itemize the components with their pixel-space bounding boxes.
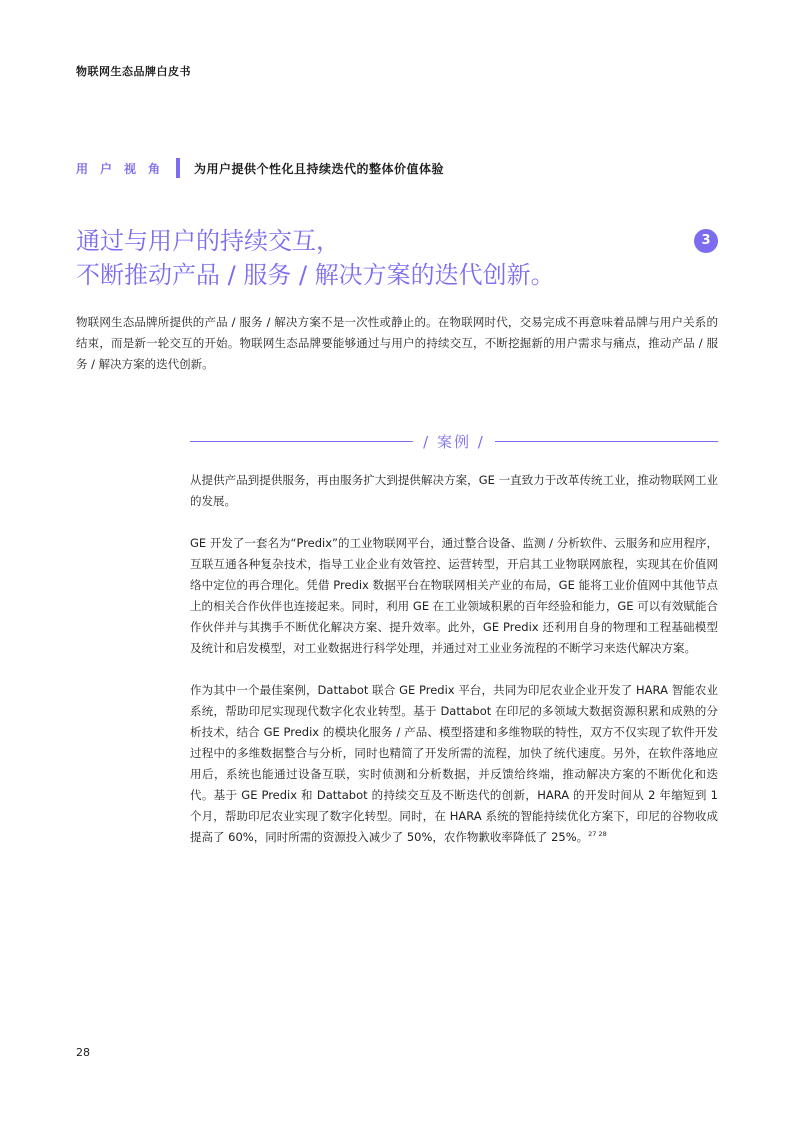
page-number: 28	[76, 1046, 90, 1059]
case-label: / 案例 /	[423, 432, 485, 451]
section-tag: 用户视角	[76, 161, 173, 176]
case-paragraph-2: GE 开发了一套名为“Predix”的工业物联网平台，通过整合设备、监测 / 分析软件、云服务和应用程序，互联互通各种复杂技术，指导工业企业有效管控、运营转型，开启其工业物联网旅程，实现其在价值网络中定位的再合理化。凭借 Predix 数据平台在物联网相关产业的布局，GE 能将工业价值网中其他节点上的相关合作伙伴也连接起来。同时，利用 GE 在工业领域积累的百年经验和能力，GE 可以有效赋能合作伙伴并与其携手不断优化解决方案、提升效率。此外，GE Predix 还利用自身的物理和工程基础模型及统计和启发模型，对工业数据进行科学处理，并通过对工业业务流程的不断学习来迭代解决方案。	[190, 536, 718, 655]
headline	[76, 224, 636, 292]
section-bar	[76, 157, 444, 179]
intro-paragraph: 物联网生态品牌所提供的产品 / 服务 / 解决方案不是一次性或静止的。在物联网时代，交易完成不再意味着品牌与用户关系的结束，而是新一轮交互的开始。物联网生态品牌要能够通过与用户的持续交互，不断挖掘新的用户需求与痛点，推动产品 / 服务 / 解决方案的迭代创新。	[76, 315, 718, 371]
footnote-reference: 27 28	[588, 830, 607, 839]
section-number-badge: 3	[694, 229, 718, 253]
headline-line-2: 不断推动产品 / 服务 / 解决方案的迭代创新。	[76, 261, 555, 289]
case-paragraph-1: 从提供产品到提供服务，再由服务扩大到提供解决方案，GE 一直致力于改革传统工业，推动物联网工业的发展。	[190, 473, 718, 508]
case-paragraph-3-text: 作为其中一个最佳案例，Dattabot 联合 GE Predix 平台，共同为印尼农业企业开发了 HARA 智能农业系统，帮助印尼实现现代数字化农业转型。基于 Dattabot 在印尼的多领域大数据资源积累和成熟的分析技术，结合 GE Predix 的模块化服务 / 产品、模型搭建和多维物联的特性，双方不仅实现了软件开发过程中的多维数据整合与分析，同时也精简了开发所需的流程，加快了统代速度。另外，在软件落地应用后，系统也能通过设备互联，实时侦测和分析数据，并反馈给终端，推动解决方案的不断优化和迭代。基于 GE Predix 和 Dattabot 的持续交互及不断迭代的创新，HARA 的开发时间从 2 年缩短到 1 个月，帮助印尼农业实现了数字化转型。同时，在 HARA 系统的智能持续优化方案下，印尼的谷物收成提高了 60%，同时所需的资源投入减少了 50%，农作物歉收率降低了 25%。	[190, 683, 718, 844]
headline-line-1: 通过与用户的持续交互，	[76, 227, 340, 255]
case-divider-left	[190, 441, 413, 442]
case-paragraph-3	[190, 680, 718, 848]
case-header	[190, 430, 718, 452]
section-subtitle: 为用户提供个性化且持续迭代的整体价值体验	[194, 161, 445, 176]
section-divider	[176, 158, 180, 178]
case-divider-right	[495, 441, 718, 442]
document-title: 物联网生态品牌白皮书	[76, 65, 191, 78]
case-body	[190, 470, 718, 869]
